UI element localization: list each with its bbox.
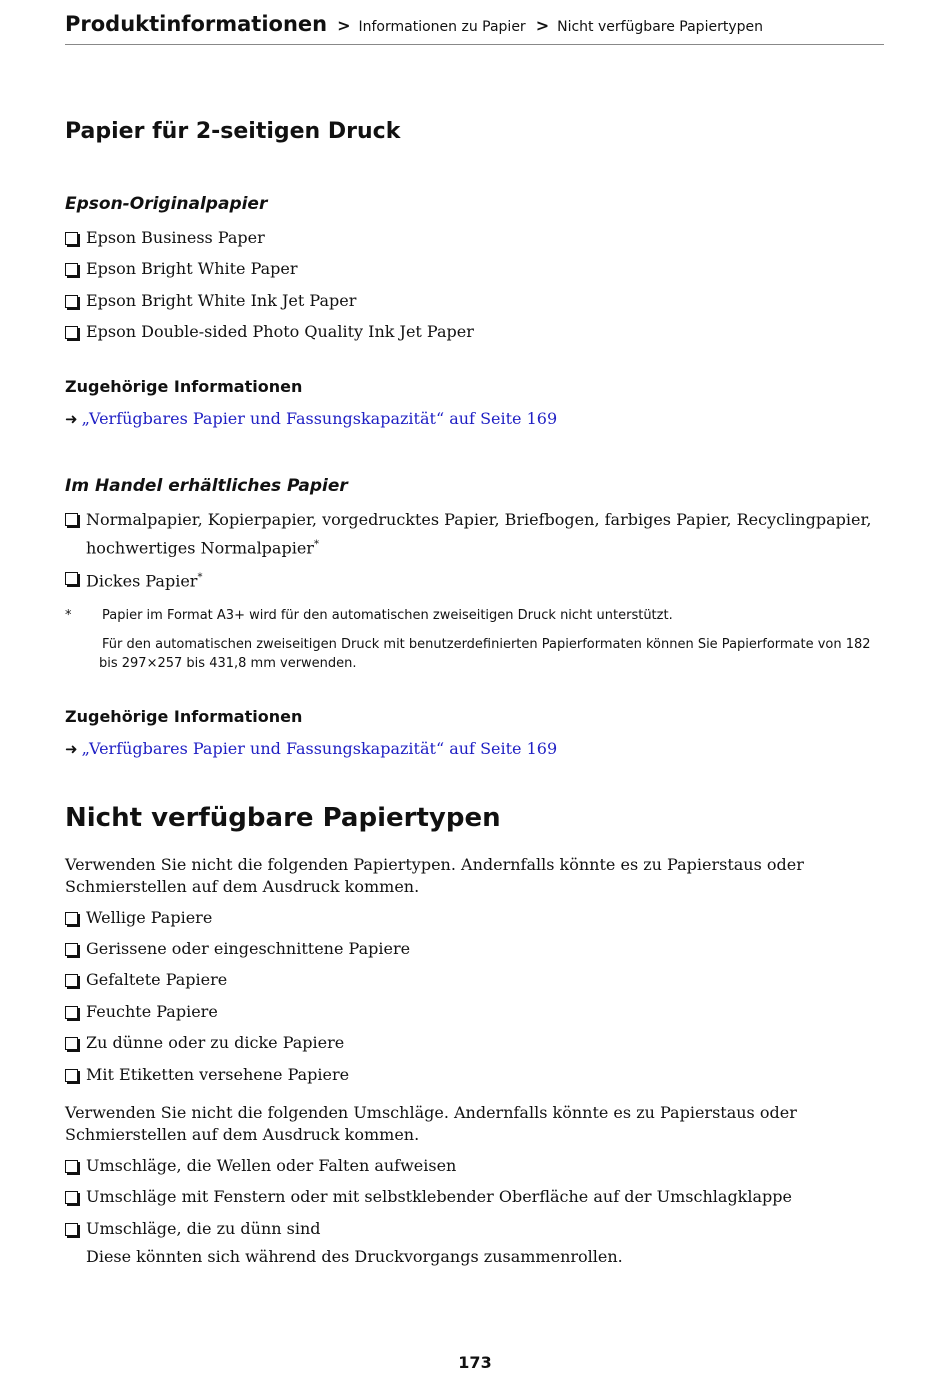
checkbox-bullet-icon — [65, 1223, 78, 1236]
checkbox-bullet-icon — [65, 295, 78, 308]
page-number: 173 — [458, 1353, 492, 1372]
breadcrumb-separator: > — [535, 16, 550, 35]
list-item: Gefaltete Papiere — [65, 968, 885, 992]
checkbox-bullet-icon — [65, 1191, 78, 1204]
list-item: Epson Business Paper — [65, 226, 885, 250]
footnote-text: Für den automatischen zweiseitigen Druck mit benutzerdefinierten Papierformaten können Sie Papierformate von 182 bis 297×257 bis 431,8 mm verwenden. — [99, 637, 871, 671]
checkbox-bullet-icon — [65, 572, 78, 585]
paragraph: Verwenden Sie nicht die folgenden Papiertypen. Andernfalls könnte es zu Papierstaus oder Schmierstellen auf dem Ausdruck kommen. — [65, 855, 804, 896]
list-item-note: Diese könnten sich während des Druckvorgangs zusammenrollen. — [86, 1247, 623, 1266]
list-item: Umschläge, die Wellen oder Falten aufweisen — [65, 1154, 885, 1178]
list-item: Epson Bright White Paper — [65, 257, 885, 281]
footnote-text: Papier im Format A3+ wird für den automatischen zweiseitigen Druck nicht unterstützt. — [102, 608, 673, 623]
list-item: Wellige Papiere — [65, 906, 885, 930]
checkbox-bullet-icon — [65, 232, 78, 245]
section-title-unavailable: Nicht verfügbare Papiertypen — [65, 803, 501, 833]
checkbox-bullet-icon — [65, 1160, 78, 1173]
related-info-link[interactable]: ➜ „Verfügbares Papier und Fassungskapazität“ auf Seite 169 — [65, 409, 558, 428]
checkbox-bullet-icon — [65, 943, 78, 956]
footnote-mark: * — [65, 608, 72, 623]
subsection-title-epson: Epson-Originalpapier — [65, 194, 268, 214]
section-title-duplex: Papier für 2-seitigen Druck — [65, 119, 401, 144]
list-item: Umschläge mit Fenstern oder mit selbstklebender Oberfläche auf der Umschlagklappe — [65, 1185, 885, 1209]
list-item: Epson Bright White Ink Jet Paper — [65, 289, 885, 313]
breadcrumb-item-papier[interactable]: Informationen zu Papier — [358, 19, 526, 35]
checkbox-bullet-icon — [65, 1006, 78, 1019]
checkbox-bullet-icon — [65, 326, 78, 339]
breadcrumb-root[interactable]: Produktinformationen — [65, 12, 328, 36]
arrow-right-icon: ➜ — [65, 410, 78, 428]
footnote-marker: * — [313, 539, 319, 550]
footnote-marker: * — [197, 572, 203, 583]
breadcrumb — [65, 12, 884, 45]
related-info-title: Zugehörige Informationen — [65, 707, 303, 726]
list-item: Feuchte Papiere — [65, 1000, 885, 1024]
paragraph: Verwenden Sie nicht die folgenden Umschläge. Andernfalls könnte es zu Papierstaus oder Schmierstellen auf dem Ausdruck kommen. — [65, 1103, 797, 1144]
checkbox-bullet-icon — [65, 263, 78, 276]
list-item: Epson Double-sided Photo Quality Ink Jet Paper — [65, 320, 885, 344]
checkbox-bullet-icon — [65, 1037, 78, 1050]
related-info-title: Zugehörige Informationen — [65, 377, 303, 396]
related-info-link[interactable]: ➜ „Verfügbares Papier und Fassungskapazität“ auf Seite 169 — [65, 739, 558, 758]
list-item: Umschläge, die zu dünn sind — [65, 1217, 885, 1241]
subsection-title-commercial: Im Handel erhältliches Papier — [65, 476, 348, 496]
arrow-right-icon: ➜ — [65, 740, 78, 758]
list-item: Zu dünne oder zu dicke Papiere — [65, 1031, 885, 1055]
checkbox-bullet-icon — [65, 974, 78, 987]
checkbox-bullet-icon — [65, 1069, 78, 1082]
list-item: Dickes Papier* — [65, 566, 885, 593]
checkbox-bullet-icon — [65, 912, 78, 925]
list-item: Normalpapier, Kopierpapier, vorgedrucktes Papier, Briefbogen, farbiges Papier, Recyclingpapier, hochwertiges Normalpapier* — [65, 507, 885, 560]
breadcrumb-item-current: Nicht verfügbare Papiertypen — [557, 19, 763, 35]
breadcrumb-separator: > — [337, 16, 351, 35]
checkbox-bullet-icon — [65, 513, 78, 526]
list-item: Gerissene oder eingeschnittene Papiere — [65, 937, 885, 961]
list-item: Mit Etiketten versehene Papiere — [65, 1063, 885, 1087]
